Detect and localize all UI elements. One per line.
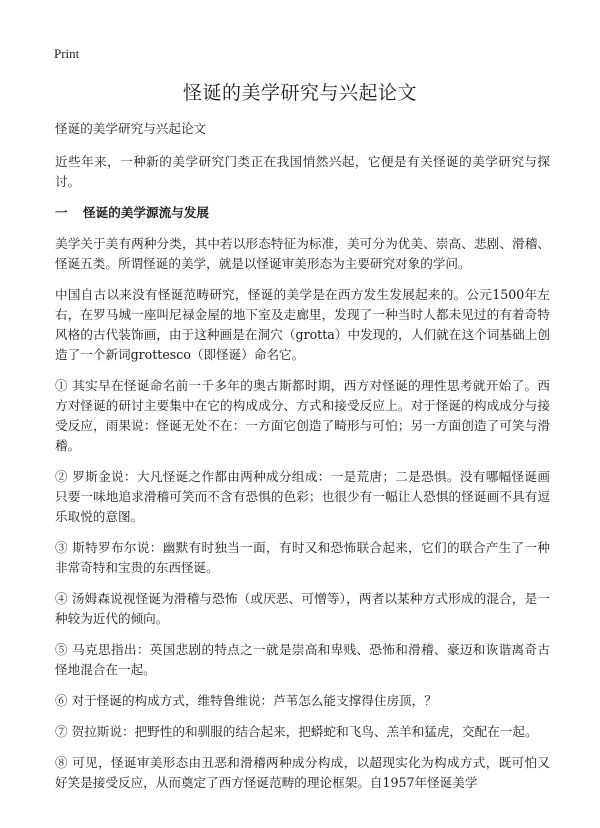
body-paragraph: ⑧ 可见，怪诞审美形态由丑恶和滑稽两种成分构成，以超现实化为构成方式，既可怕又好笑是接受反应，从而奠定了西方怪诞范畴的理论框架。自1957年怪诞美学 xyxy=(55,755,550,790)
article-subtitle: 怪诞的美学研究与兴起论文 xyxy=(55,121,207,136)
body-paragraph: ④ 汤姆森说视怪诞为滑稽与恐怖（或厌恶、可憎等），两者以某种方式形成的混合，是一种较为近代的倾向。 xyxy=(55,591,550,626)
body-paragraph: ⑤ 马克思指出：英国悲剧的特点之一就是崇高和卑贱、恐怖和滑稽、豪迈和诙谐离奇古怪地混合在一起。 xyxy=(55,642,550,677)
print-link[interactable]: Print xyxy=(54,46,80,61)
page-title: 怪诞的美学研究与兴起论文 xyxy=(182,82,417,104)
section-number: 一 xyxy=(55,205,68,220)
body-paragraph: ⑦ 贺拉斯说：把野性的和驯服的结合起来，把蟒蛇和飞鸟、羔羊和猛虎，交配在一起。 xyxy=(55,724,538,739)
section-heading xyxy=(55,203,550,223)
intro-paragraph: 近些年来，一种新的美学研究门类正在我国悄然兴起，它便是有关怪诞的美学研究与探讨。 xyxy=(55,154,550,189)
section-title: 怪诞的美学源流与发展 xyxy=(83,205,209,220)
body-paragraph: ③ 斯特罗布尔说：幽默有时独当一面，有时又和恐怖联合起来，它们的联合产生了一种非常奇特和宝贵的东西怪诞。 xyxy=(55,540,550,575)
body-paragraph: ② 罗斯金说：大凡怪诞之作都由两种成分组成：一是荒唐；二是恐惧。没有哪幅怪诞画只要一味地追求滑稽可笑而不含有恐惧的色彩；也很少有一幅让人恐惧的怪诞画不具有逗乐取悦的意图。 xyxy=(55,469,550,524)
body-paragraph: 中国自古以来没有怪诞范畴研究，怪诞的美学是在西方发生发展起来的。公元1500年左右，在罗马城一座叫尼禄金屋的地下室及走廊里，发现了一种当时人都未见过的有着奇特风格的古代装饰画，由于这种画是在洞穴（grotta）中发现的，人们就在这个词基础上创造了一个新词grottesco（即怪诞）命名它。 xyxy=(55,287,550,362)
body-paragraph: ① 其实早在怪诞命名前一千多年的奥古斯都时期，西方对怪诞的理性思考就开始了。西方对怪诞的研讨主要集中在它的构成成分、方式和接受反应上。对于怪诞的构成成分与接受反应，雨果说：怪诞无处不在：一方面它创造了畸形与可怕；另一方面创造了可笑与滑稽。 xyxy=(55,378,550,453)
body-paragraph: 美学关于美有两种分类，其中若以形态特征为标准，美可分为优美、崇高、悲剧、滑稽、怪诞五类。所谓怪诞的美学，就是以怪诞审美形态为主要研究对象的学问。 xyxy=(55,236,550,271)
body-paragraph: ⑥ 对于怪诞的构成方式，维特鲁维说：芦苇怎么能支撑得住房顶，？ xyxy=(55,693,437,708)
article-body xyxy=(55,119,550,804)
